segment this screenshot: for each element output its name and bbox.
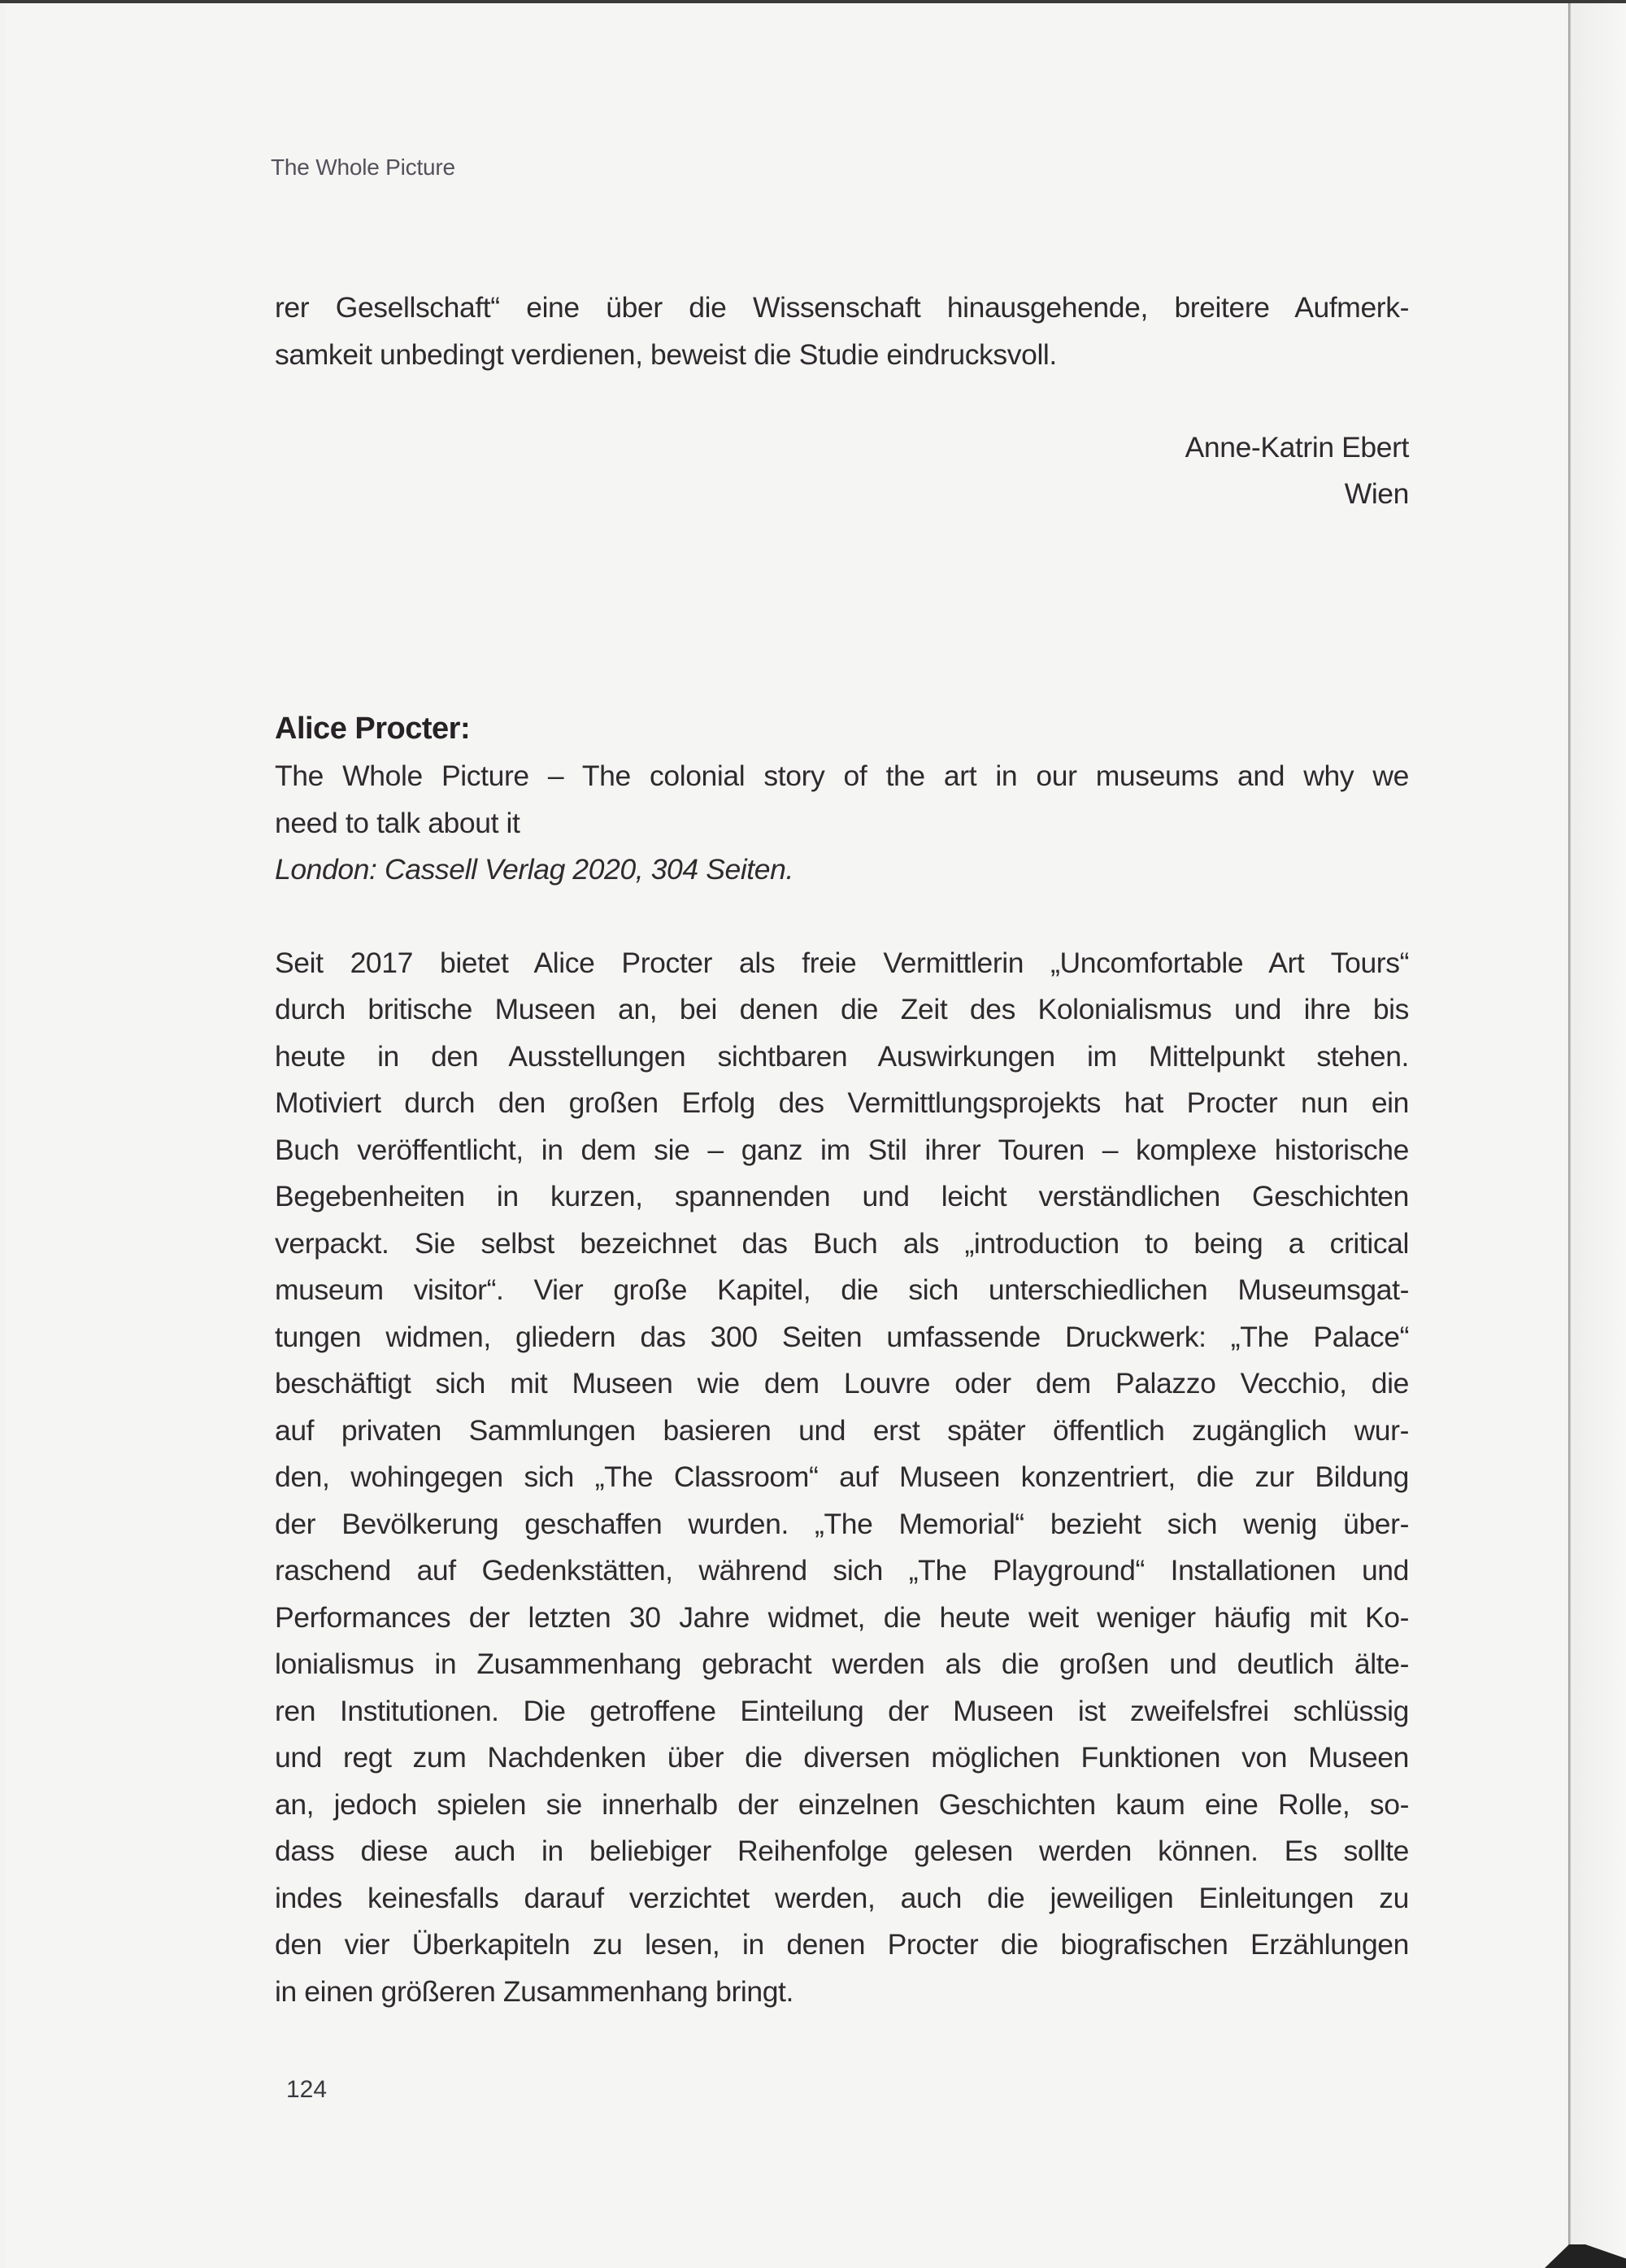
- body-line: ren Institutionen. Die getroffene Einteilung der Museen ist zweifelsfrei schlüssig: [275, 1695, 1409, 1727]
- body-line: der Bevölkerung geschaffen wurden. „The Memorial“ bezieht sich wenig über-: [275, 1508, 1409, 1540]
- page-gutter-line: [1568, 3, 1571, 2254]
- body-line: verpackt. Sie selbst bezeichnet das Buch als „introduction to being a critical: [275, 1227, 1409, 1260]
- body-line: Buch veröffentlicht, in dem sie – ganz im Stil ihrer Touren – komplexe historische: [275, 1134, 1409, 1166]
- body-line: beschäftigt sich mit Museen wie dem Louvre oder dem Palazzo Vecchio, die: [275, 1367, 1409, 1400]
- body-line: in einen größeren Zusammenhang bringt.: [275, 1975, 793, 2008]
- page-number: 124: [286, 2076, 328, 2103]
- body-line: durch britische Museen an, bei denen die Zeit des Kolonialismus und ihre bis: [275, 993, 1409, 1025]
- body-line: heute in den Ausstellungen sichtbaren Auswirkungen im Mittelpunkt stehen.: [275, 1040, 1409, 1073]
- body-line: museum visitor“. Vier große Kapitel, die sich unterschiedlichen Museumsgat-: [275, 1273, 1409, 1306]
- body-line: den, wohingegen sich „The Classroom“ auf Museen konzentriert, die zur Bildung: [275, 1460, 1409, 1493]
- review-book-title-line: The Whole Picture – The colonial story of the art in our museums and why we: [275, 760, 1409, 792]
- body-line: auf privaten Sammlungen basieren und erst später öffentlich zugänglich wur-: [275, 1414, 1409, 1447]
- body-line: raschend auf Gedenkstätten, während sich „The Playground“ Installationen und: [275, 1554, 1409, 1587]
- body-line: dass diese auch in beliebiger Reihenfolge gelesen werden können. Es sollte: [275, 1835, 1409, 1867]
- body-line: den vier Überkapiteln zu lesen, in denen Procter die biografischen Erzählungen: [275, 1928, 1409, 1961]
- reviewer-name: Anne-Katrin Ebert: [1185, 431, 1409, 464]
- body-line: Begebenheiten in kurzen, spannenden und leicht verständlichen Geschichten: [275, 1180, 1409, 1212]
- body-line: Motiviert durch den großen Erfolg des Vermittlungsprojekts hat Procter nun ein: [275, 1086, 1409, 1119]
- reviewer-city: Wien: [1344, 477, 1409, 510]
- body-line: Seit 2017 bietet Alice Procter als freie Vermittlerin „Uncomfortable Art Tours“: [275, 947, 1409, 979]
- previous-review-line: samkeit unbedingt verdienen, beweist die Studie eindrucksvoll.: [275, 338, 1057, 371]
- body-line: und regt zum Nachdenken über die diversen möglichen Funktionen von Museen: [275, 1741, 1409, 1774]
- body-line: tungen widmen, gliedern das 300 Seiten umfassende Druckwerk: „The Palace“: [275, 1321, 1409, 1353]
- running-head: The Whole Picture: [271, 155, 455, 180]
- body-line: an, jedoch spielen sie innerhalb der einzelnen Geschichten kaum eine Rolle, so-: [275, 1788, 1409, 1821]
- adjacent-page-edge: [1571, 3, 1626, 2268]
- body-line: indes keinesfalls darauf verzichtet werden, auch die jeweiligen Einleitungen zu: [275, 1882, 1409, 1914]
- review-book-title-line: need to talk about it: [275, 807, 520, 839]
- review-author: Alice Procter:: [275, 712, 471, 746]
- body-line: Performances der letzten 30 Jahre widmet, die heute weit weniger häufig mit Ko-: [275, 1601, 1409, 1634]
- previous-review-line: rer Gesellschaft“ eine über die Wissenschaft hinausgehende, breitere Aufmerk-: [275, 291, 1409, 324]
- body-line: lonialismus in Zusammenhang gebracht werden als die großen und deutlich älte-: [275, 1648, 1409, 1680]
- review-publication-info: London: Cassell Verlag 2020, 304 Seiten.: [275, 853, 793, 886]
